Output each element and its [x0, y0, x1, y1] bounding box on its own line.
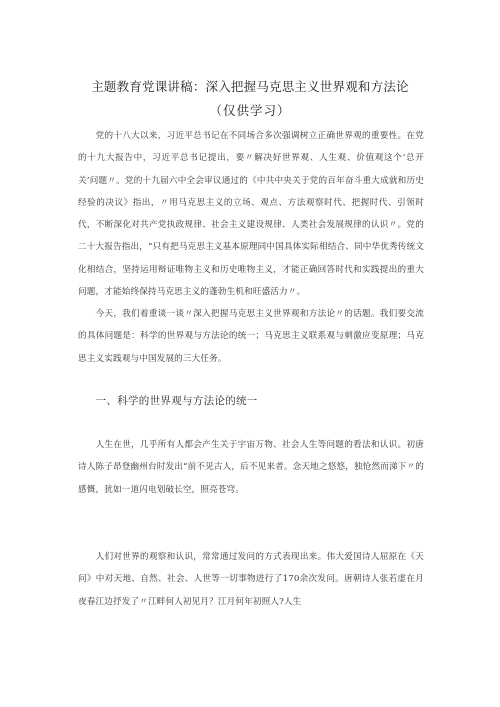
document-subtitle: （仅供学习） — [209, 103, 291, 118]
paragraph-section-1: 人生在世，几乎所有人都会产生关于宇宙万物、社会人生等问题的看法和认识。初唐诗人陈子昂登幽州台时发出“前不见古人，后不见来者。念天地之悠悠，独怆然而涕下〃的感慨，犹如一道闪电划破长空，照亮苍穹。 — [78, 440, 424, 495]
document-title: 主题教育党课讲稿：深入把握马克思主义世界观和方法论 — [91, 79, 409, 94]
paragraph-intro: 党的十八大以来，习近平总书记在不同场合多次强调树立正确世界观的重要性。在党的十九大报告中，习近平总书记提出，要〃解决好世界观、人生观、价值观这个‘总开关’问题〃。党的十九届六中全会审议通过的《中共中央关于党的百年奋斗重大成就和历史经验的决议》指出，〃用马克思主义的立场、观点、方法观察时代、把握时代、引领时代，不断深化对共产党执政规律、社会主义建设规律、人类社会发展规律的认识〃。党的二十大报告指出，“只有把马克思主义基本原理同中国具体实际相结合、同中华优秀传统文化相结合，坚持运用辩证唯物主义和历史唯物主义，才能正确回答时代和实践提出的重大问题，才能始终保持马克思主义的蓬勃生机和旺盛活力〃。 — [78, 131, 424, 298]
paragraph-topic: 今天，我们着重谈一谈〃深入把握马克思主义世界观和方法论〃的话题。我们要交流的具体问题是：科学的世界观与方法论的统一；马克思主义联系观与刺激应变原理；马克思主义实践观与中国发展的三大任务。 — [78, 309, 424, 364]
section-heading: 一、科学的世界观与方法论的统一 — [95, 395, 258, 407]
paragraph-section-2: 人们对世界的观察和认识，常常通过发问的方式表现出来。伟大爱国诗人屈原在《天问》中对天地、自然、社会、人世等一切事物进行了170余次发问。唐朝诗人张若虚在月夜春江边抒发了〃江畔何人初见月？江月何年初照人?人生 — [78, 552, 424, 607]
